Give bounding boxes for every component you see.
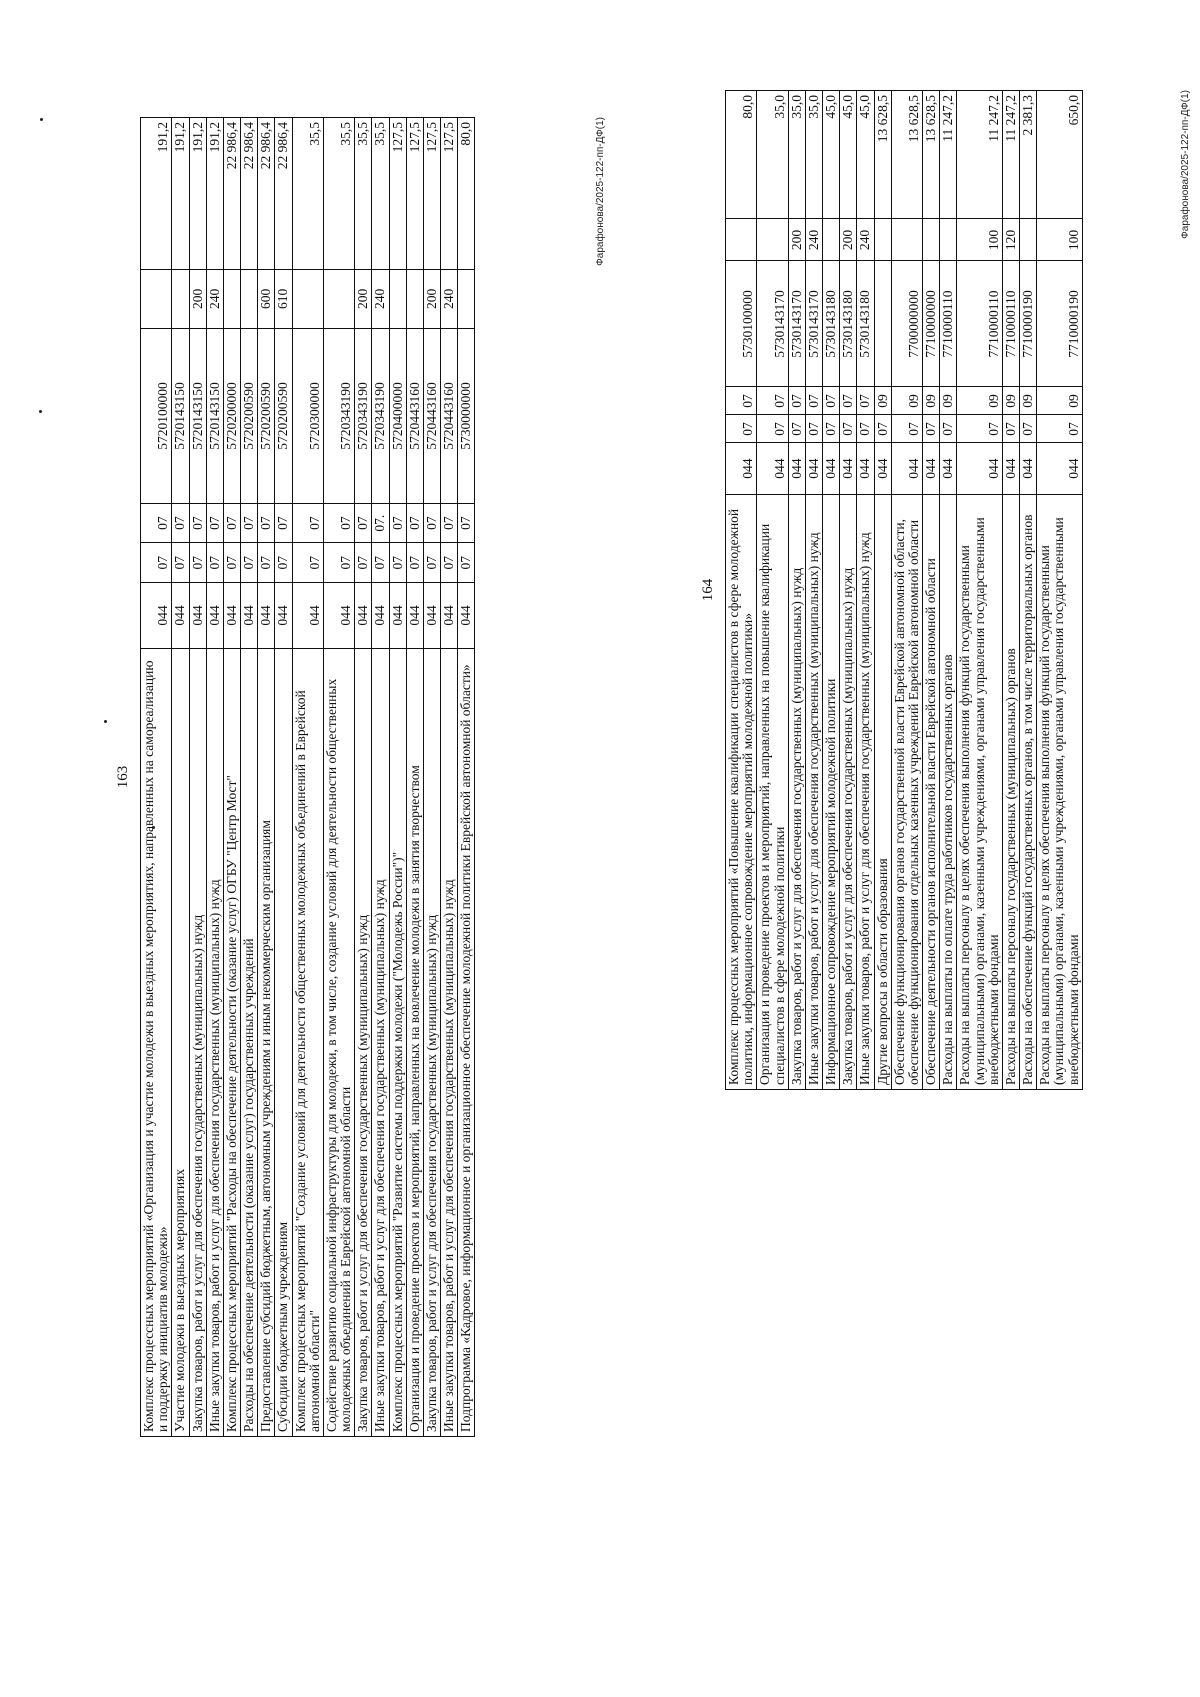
target-article-code-cell: 5730100000 bbox=[726, 261, 757, 387]
amount-cell: 22 986,4 bbox=[258, 118, 275, 270]
subsection-code-cell: 09 bbox=[891, 387, 922, 415]
table-row bbox=[1002, 91, 1019, 1090]
table-row bbox=[891, 91, 922, 1090]
subsection-code-cell: 07 bbox=[355, 503, 372, 543]
amount-cell: 45,0 bbox=[840, 91, 857, 219]
expense-type-code-cell: 600 bbox=[258, 269, 275, 328]
expense-type-code-cell: 200 bbox=[788, 219, 805, 261]
section-code-cell: 07 bbox=[726, 415, 757, 443]
table-row bbox=[258, 118, 275, 1437]
page-footer: Фарафонова/2025-122-пп-ДФ(1) bbox=[595, 117, 606, 266]
grbs-code-cell: 044 bbox=[292, 582, 323, 648]
section-code-cell: 07 bbox=[857, 415, 874, 443]
section-code-cell: 07 bbox=[957, 415, 1003, 443]
target-article-code-cell: 5730143170 bbox=[788, 261, 805, 387]
amount-cell: 11 247,2 bbox=[957, 91, 1003, 219]
amount-cell: 80,0 bbox=[458, 118, 475, 270]
expense-type-code-cell: 240 bbox=[372, 269, 389, 328]
expense-type-code-cell: 240 bbox=[805, 219, 822, 261]
grbs-code-cell: 044 bbox=[1037, 443, 1083, 494]
grbs-code-cell: 044 bbox=[1002, 443, 1019, 494]
table-row bbox=[189, 118, 206, 1437]
row-name-cell: Организация и проведение проектов и мероприятий, направленных на вовлечение молодежи в занятия творчеством bbox=[406, 648, 423, 1436]
grbs-code-cell: 044 bbox=[323, 582, 354, 648]
table-row bbox=[757, 91, 788, 1090]
table-body bbox=[141, 118, 475, 1437]
subsection-code-cell: 07 bbox=[323, 503, 354, 543]
section-code-cell: 07 bbox=[355, 543, 372, 583]
section-code-cell: 07 bbox=[389, 543, 406, 583]
amount-cell: 13 628,5 bbox=[874, 91, 891, 219]
grbs-code-cell: 044 bbox=[141, 582, 172, 648]
section-code-cell: 07 bbox=[141, 543, 172, 583]
row-name-cell: Иные закупки товаров, работ и услуг для обеспечения государственных (муниципальных) нужд bbox=[857, 494, 874, 1089]
amount-cell: 35,5 bbox=[355, 118, 372, 270]
row-name-cell: Расходы на выплаты персоналу государственных (муниципальных) органов bbox=[1002, 494, 1019, 1089]
section-code-cell: 07 bbox=[1002, 415, 1019, 443]
expense-type-code-cell bbox=[241, 269, 258, 328]
expense-type-code-cell bbox=[874, 219, 891, 261]
expense-type-code-cell: 240 bbox=[441, 269, 458, 328]
subsection-code-cell: 09 bbox=[1020, 387, 1037, 415]
row-name-cell: Расходы на выплаты по оплате труда работников государственных органов bbox=[940, 494, 957, 1089]
subsection-code-cell: 07 bbox=[406, 503, 423, 543]
subsection-code-cell: 07 bbox=[241, 503, 258, 543]
expense-type-code-cell bbox=[172, 269, 189, 328]
target-article-code-cell: 5730143170 bbox=[805, 261, 822, 387]
expense-type-code-cell: 200 bbox=[355, 269, 372, 328]
subsection-code-cell: 07 bbox=[189, 503, 206, 543]
table-row bbox=[223, 118, 240, 1437]
grbs-code-cell: 044 bbox=[940, 443, 957, 494]
table-body bbox=[726, 91, 1083, 1090]
row-name-cell: Обеспечение деятельности органов исполнительной власти Еврейской автономной области bbox=[923, 494, 940, 1089]
amount-cell: 191,2 bbox=[206, 118, 223, 270]
grbs-code-cell: 044 bbox=[805, 443, 822, 494]
subsection-code-cell: 07 bbox=[223, 503, 240, 543]
table-row bbox=[1037, 91, 1083, 1090]
table-row bbox=[275, 118, 292, 1437]
subsection-code-cell: 09 bbox=[1037, 387, 1083, 415]
table-row bbox=[241, 118, 258, 1437]
grbs-code-cell: 044 bbox=[206, 582, 223, 648]
target-article-code-cell: 7700000000 bbox=[891, 261, 922, 387]
section-code-cell: 07 bbox=[372, 543, 389, 583]
amount-cell: 13 628,5 bbox=[923, 91, 940, 219]
amount-cell: 35,0 bbox=[788, 91, 805, 219]
grbs-code-cell: 044 bbox=[172, 582, 189, 648]
table-row bbox=[823, 91, 840, 1090]
table-row bbox=[923, 91, 940, 1090]
expense-type-code-cell bbox=[323, 269, 354, 328]
row-name-cell: Информационное сопровождение мероприятий молодежной политики bbox=[823, 494, 840, 1089]
table-row bbox=[857, 91, 874, 1090]
target-article-code-cell: 7710000110 bbox=[1002, 261, 1019, 387]
section-code-cell: 07 bbox=[258, 543, 275, 583]
section-code-cell: 07 bbox=[406, 543, 423, 583]
table-row bbox=[423, 118, 440, 1437]
grbs-code-cell: 044 bbox=[1020, 443, 1037, 494]
amount-cell: 35,5 bbox=[323, 118, 354, 270]
target-article-code-cell: 5730143180 bbox=[840, 261, 857, 387]
grbs-code-cell: 044 bbox=[189, 582, 206, 648]
section-code-cell: 07 bbox=[874, 415, 891, 443]
expense-type-code-cell bbox=[940, 219, 957, 261]
expense-type-code-cell bbox=[223, 269, 240, 328]
row-name-cell: Комплекс процессных мероприятий "Развитие системы поддержки молодежи ("Молодежь России")" bbox=[389, 648, 406, 1436]
section-code-cell: 07 bbox=[441, 543, 458, 583]
target-article-code-cell: 5720300000 bbox=[292, 329, 323, 504]
row-name-cell: Подпрограмма «Кадровое, информационное и организационное обеспечение молодежной политики Еврейской автономной области» bbox=[458, 648, 475, 1436]
expense-type-code-cell bbox=[891, 219, 922, 261]
grbs-code-cell: 044 bbox=[258, 582, 275, 648]
grbs-code-cell: 044 bbox=[957, 443, 1003, 494]
expense-type-code-cell bbox=[292, 269, 323, 328]
expense-type-code-cell: 200 bbox=[840, 219, 857, 261]
section-code-cell: 07 bbox=[189, 543, 206, 583]
grbs-code-cell: 044 bbox=[441, 582, 458, 648]
table-row bbox=[726, 91, 757, 1090]
target-article-code-cell: 7710000110 bbox=[957, 261, 1003, 387]
amount-cell: 127,5 bbox=[406, 118, 423, 270]
subsection-code-cell: 07 bbox=[805, 387, 822, 415]
grbs-code-cell: 044 bbox=[223, 582, 240, 648]
section-code-cell: 07 bbox=[292, 543, 323, 583]
grbs-code-cell: 044 bbox=[241, 582, 258, 648]
subsection-code-cell: 09 bbox=[957, 387, 1003, 415]
grbs-code-cell: 044 bbox=[423, 582, 440, 648]
subsection-code-cell: 07 bbox=[726, 387, 757, 415]
target-article-code-cell: 5720200590 bbox=[275, 329, 292, 504]
expense-type-code-cell bbox=[823, 219, 840, 261]
subsection-code-cell: 07 bbox=[458, 503, 475, 543]
expense-type-code-cell: 240 bbox=[206, 269, 223, 328]
section-code-cell: 07 bbox=[223, 543, 240, 583]
target-article-code-cell: 5720143150 bbox=[172, 329, 189, 504]
grbs-code-cell: 044 bbox=[372, 582, 389, 648]
target-article-code-cell: 7710000190 bbox=[1037, 261, 1083, 387]
row-name-cell: Закупка товаров, работ и услуг для обеспечения государственных (муниципальных) нужд bbox=[840, 494, 857, 1089]
grbs-code-cell: 044 bbox=[726, 443, 757, 494]
page-163 bbox=[110, 117, 606, 1437]
amount-cell: 191,2 bbox=[189, 118, 206, 270]
target-article-code-cell: 7710000000 bbox=[923, 261, 940, 387]
expense-type-code-cell bbox=[458, 269, 475, 328]
expense-type-code-cell bbox=[389, 269, 406, 328]
page-number: 164 bbox=[700, 578, 716, 602]
grbs-code-cell: 044 bbox=[355, 582, 372, 648]
target-article-code-cell: 5730143180 bbox=[823, 261, 840, 387]
row-name-cell: Расходы на выплаты персоналу в целях обеспечения выполнения функций государственными (муниципальными) органами, казенными учреждениями, органами управления государственными внебюджетными фондами bbox=[1037, 494, 1083, 1089]
expense-type-code-cell bbox=[141, 269, 172, 328]
table-row bbox=[355, 118, 372, 1437]
target-article-code-cell: 5720443160 bbox=[423, 329, 440, 504]
expense-type-code-cell bbox=[1020, 219, 1037, 261]
target-article-code-cell: 5720100000 bbox=[141, 329, 172, 504]
grbs-code-cell: 044 bbox=[840, 443, 857, 494]
row-name-cell: Другие вопросы в области образования bbox=[874, 494, 891, 1089]
section-code-cell: 07 bbox=[172, 543, 189, 583]
table-row bbox=[840, 91, 857, 1090]
amount-cell: 650,0 bbox=[1037, 91, 1083, 219]
section-code-cell: 07 bbox=[805, 415, 822, 443]
target-article-code-cell: 5730000000 bbox=[458, 329, 475, 504]
amount-cell: 127,5 bbox=[423, 118, 440, 270]
scan-speck bbox=[104, 720, 107, 723]
target-article-code-cell: 5720400000 bbox=[389, 329, 406, 504]
table-row bbox=[206, 118, 223, 1437]
subsection-code-cell: 07 bbox=[389, 503, 406, 543]
budget-table bbox=[725, 90, 1083, 1090]
amount-cell: 191,2 bbox=[141, 118, 172, 270]
section-code-cell: 07 bbox=[423, 543, 440, 583]
subsection-code-cell: 07 bbox=[275, 503, 292, 543]
page-footer: Фарафонова/2025-122-пп-ДФ(1) bbox=[1180, 90, 1191, 239]
section-code-cell: 07 bbox=[206, 543, 223, 583]
target-article-code-cell: 5720343190 bbox=[372, 329, 389, 504]
amount-cell: 191,2 bbox=[172, 118, 189, 270]
subsection-code-cell: 07 bbox=[292, 503, 323, 543]
subsection-code-cell: 09 bbox=[940, 387, 957, 415]
amount-cell: 35,5 bbox=[292, 118, 323, 270]
subsection-code-cell: 09 bbox=[1002, 387, 1019, 415]
expense-type-code-cell: 200 bbox=[423, 269, 440, 328]
target-article-code-cell: 5720343190 bbox=[323, 329, 354, 504]
subsection-code-cell: 07 bbox=[441, 503, 458, 543]
section-code-cell: 07 bbox=[458, 543, 475, 583]
row-name-cell: Комплекс процессных мероприятий "Создание условий для деятельности общественных молодежных объединений в Еврейской автономной области" bbox=[292, 648, 323, 1436]
page-164 bbox=[695, 90, 1191, 1090]
target-article-code-cell: 5730143170 bbox=[757, 261, 788, 387]
section-code-cell: 07 bbox=[823, 415, 840, 443]
grbs-code-cell: 044 bbox=[874, 443, 891, 494]
table-row bbox=[441, 118, 458, 1437]
row-name-cell: Закупка товаров, работ и услуг для обеспечения государственных (муниципальных) нужд bbox=[355, 648, 372, 1436]
target-article-code-cell: 7710000190 bbox=[1020, 261, 1037, 387]
row-name-cell: Участие молодежи в выездных мероприятиях bbox=[172, 648, 189, 1436]
section-code-cell: 07 bbox=[923, 415, 940, 443]
amount-cell: 22 986,4 bbox=[275, 118, 292, 270]
target-article-code-cell: 7710000110 bbox=[940, 261, 957, 387]
budget-table bbox=[140, 117, 475, 1437]
amount-cell: 45,0 bbox=[857, 91, 874, 219]
subsection-code-cell: 07 bbox=[757, 387, 788, 415]
table-row bbox=[458, 118, 475, 1437]
subsection-code-cell: 07 bbox=[857, 387, 874, 415]
target-article-code-cell: 5720143150 bbox=[189, 329, 206, 504]
row-name-cell: Комплекс процессных мероприятий «Повышение квалификации специалистов в сфере молодежной политики, информационное сопровождение мероприятий молодежной политики» bbox=[726, 494, 757, 1089]
amount-cell: 11 247,2 bbox=[1002, 91, 1019, 219]
section-code-cell: 07 bbox=[241, 543, 258, 583]
amount-cell: 22 986,4 bbox=[223, 118, 240, 270]
expense-type-code-cell bbox=[726, 219, 757, 261]
row-name-cell: Организация и проведение проектов и мероприятий, направленных на повышение квалификации специалистов в сфере молодежной политики bbox=[757, 494, 788, 1089]
expense-type-code-cell bbox=[923, 219, 940, 261]
amount-cell: 2 381,3 bbox=[1020, 91, 1037, 219]
section-code-cell: 07 bbox=[1037, 415, 1083, 443]
table-row bbox=[323, 118, 354, 1437]
expense-type-code-cell: 100 bbox=[957, 219, 1003, 261]
target-article-code-cell: 5730143180 bbox=[857, 261, 874, 387]
table-row bbox=[805, 91, 822, 1090]
subsection-code-cell: 07. bbox=[372, 503, 389, 543]
subsection-code-cell: 07 bbox=[823, 387, 840, 415]
expense-type-code-cell: 200 bbox=[189, 269, 206, 328]
row-name-cell: Предоставление субсидий бюджетным, автономным учреждениям и иным некоммерческим организациям bbox=[258, 648, 275, 1436]
row-name-cell: Иные закупки товаров, работ и услуг для обеспечения государственных (муниципальных) нужд bbox=[206, 648, 223, 1436]
target-article-code-cell: 5720343190 bbox=[355, 329, 372, 504]
subsection-code-cell: 09 bbox=[923, 387, 940, 415]
subsection-code-cell: 07 bbox=[141, 503, 172, 543]
section-code-cell: 07 bbox=[840, 415, 857, 443]
expense-type-code-cell: 610 bbox=[275, 269, 292, 328]
row-name-cell: Расходы на выплаты персоналу в целях обеспечения выполнения функций государственными (муниципальными) органами, казенными учреждениями, органами управления государственными внебюджетными фондами bbox=[957, 494, 1003, 1089]
amount-cell: 35,0 bbox=[757, 91, 788, 219]
table-row bbox=[940, 91, 957, 1090]
target-article-code-cell: 5720443160 bbox=[441, 329, 458, 504]
row-name-cell: Содействие развитию социальной инфраструктуры для молодежи, в том числе, создание условий для деятельности общественных молодежных объединений в Еврейской автономной области bbox=[323, 648, 354, 1436]
section-code-cell: 07 bbox=[757, 415, 788, 443]
grbs-code-cell: 044 bbox=[406, 582, 423, 648]
amount-cell: 11 247,2 bbox=[940, 91, 957, 219]
row-name-cell: Комплекс процессных мероприятий «Организация и участие молодежи в выездных мероприятиях, направленных на самореализацию и поддержку инициатив молодежи» bbox=[141, 648, 172, 1436]
section-code-cell: 07 bbox=[891, 415, 922, 443]
grbs-code-cell: 044 bbox=[275, 582, 292, 648]
target-article-code-cell: 5720200590 bbox=[258, 329, 275, 504]
grbs-code-cell: 044 bbox=[788, 443, 805, 494]
target-article-code-cell bbox=[874, 261, 891, 387]
table-row bbox=[788, 91, 805, 1090]
expense-type-code-cell: 240 bbox=[857, 219, 874, 261]
subsection-code-cell: 07 bbox=[206, 503, 223, 543]
target-article-code-cell: 5720200000 bbox=[223, 329, 240, 504]
row-name-cell: Иные закупки товаров, работ и услуг для обеспечения государственных (муниципальных) нужд bbox=[805, 494, 822, 1089]
row-name-cell: Обеспечение функционирования органов государственной власти Еврейской автономной области, обеспечение функционирования отдельных казенных учреждений Еврейской автономной области bbox=[891, 494, 922, 1089]
amount-cell: 35,5 bbox=[372, 118, 389, 270]
table-row bbox=[874, 91, 891, 1090]
amount-cell: 35,0 bbox=[805, 91, 822, 219]
row-name-cell: Расходы на обеспечение деятельности (оказание услуг) государственных учреждений bbox=[241, 648, 258, 1436]
subsection-code-cell: 07 bbox=[840, 387, 857, 415]
grbs-code-cell: 044 bbox=[757, 443, 788, 494]
section-code-cell: 07 bbox=[323, 543, 354, 583]
scan-speck bbox=[40, 118, 43, 121]
row-name-cell: Субсидии бюджетным учреждениям bbox=[275, 648, 292, 1436]
grbs-code-cell: 044 bbox=[823, 443, 840, 494]
target-article-code-cell: 5720443160 bbox=[406, 329, 423, 504]
grbs-code-cell: 044 bbox=[923, 443, 940, 494]
subsection-code-cell: 07 bbox=[788, 387, 805, 415]
amount-cell: 127,5 bbox=[389, 118, 406, 270]
section-code-cell: 07 bbox=[940, 415, 957, 443]
grbs-code-cell: 044 bbox=[458, 582, 475, 648]
table-row bbox=[372, 118, 389, 1437]
section-code-cell: 07 bbox=[788, 415, 805, 443]
table-row bbox=[389, 118, 406, 1437]
table-row bbox=[292, 118, 323, 1437]
amount-cell: 13 628,5 bbox=[891, 91, 922, 219]
table-row bbox=[141, 118, 172, 1437]
target-article-code-cell: 5720200590 bbox=[241, 329, 258, 504]
table-row bbox=[406, 118, 423, 1437]
grbs-code-cell: 044 bbox=[891, 443, 922, 494]
amount-cell: 80,0 bbox=[726, 91, 757, 219]
scan-speck bbox=[39, 410, 42, 413]
expense-type-code-cell bbox=[406, 269, 423, 328]
row-name-cell: Закупка товаров, работ и услуг для обеспечения государственных (муниципальных) нужд bbox=[788, 494, 805, 1089]
row-name-cell: Иные закупки товаров, работ и услуг для обеспечения государственных (муниципальных) нужд bbox=[441, 648, 458, 1436]
row-name-cell: Закупка товаров, работ и услуг для обеспечения государственных (муниципальных) нужд bbox=[423, 648, 440, 1436]
subsection-code-cell: 07 bbox=[423, 503, 440, 543]
table-row bbox=[957, 91, 1003, 1090]
expense-type-code-cell: 100 bbox=[1037, 219, 1083, 261]
row-name-cell: Закупка товаров, работ и услуг для обеспечения государственных (муниципальных) нужд bbox=[189, 648, 206, 1436]
grbs-code-cell: 044 bbox=[389, 582, 406, 648]
target-article-code-cell: 5720143150 bbox=[206, 329, 223, 504]
subsection-code-cell: 09 bbox=[874, 387, 891, 415]
amount-cell: 127,5 bbox=[441, 118, 458, 270]
row-name-cell: Расходы на обеспечение функций государственных органов, в том числе территориальных органов bbox=[1020, 494, 1037, 1089]
row-name-cell: Комплекс процессных мероприятий "Расходы на обеспечение деятельности (оказание услуг) ОГБУ "Центр Мост" bbox=[223, 648, 240, 1436]
table-row bbox=[172, 118, 189, 1437]
section-code-cell: 07 bbox=[275, 543, 292, 583]
expense-type-code-cell bbox=[757, 219, 788, 261]
subsection-code-cell: 07 bbox=[172, 503, 189, 543]
page-number: 163 bbox=[115, 765, 131, 789]
amount-cell: 45,0 bbox=[823, 91, 840, 219]
expense-type-code-cell: 120 bbox=[1002, 219, 1019, 261]
table-row bbox=[1020, 91, 1037, 1090]
section-code-cell: 07 bbox=[1020, 415, 1037, 443]
grbs-code-cell: 044 bbox=[857, 443, 874, 494]
subsection-code-cell: 07 bbox=[258, 503, 275, 543]
amount-cell: 22 986,4 bbox=[241, 118, 258, 270]
row-name-cell: Иные закупки товаров, работ и услуг для обеспечения государственных (муниципальных) нужд bbox=[372, 648, 389, 1436]
